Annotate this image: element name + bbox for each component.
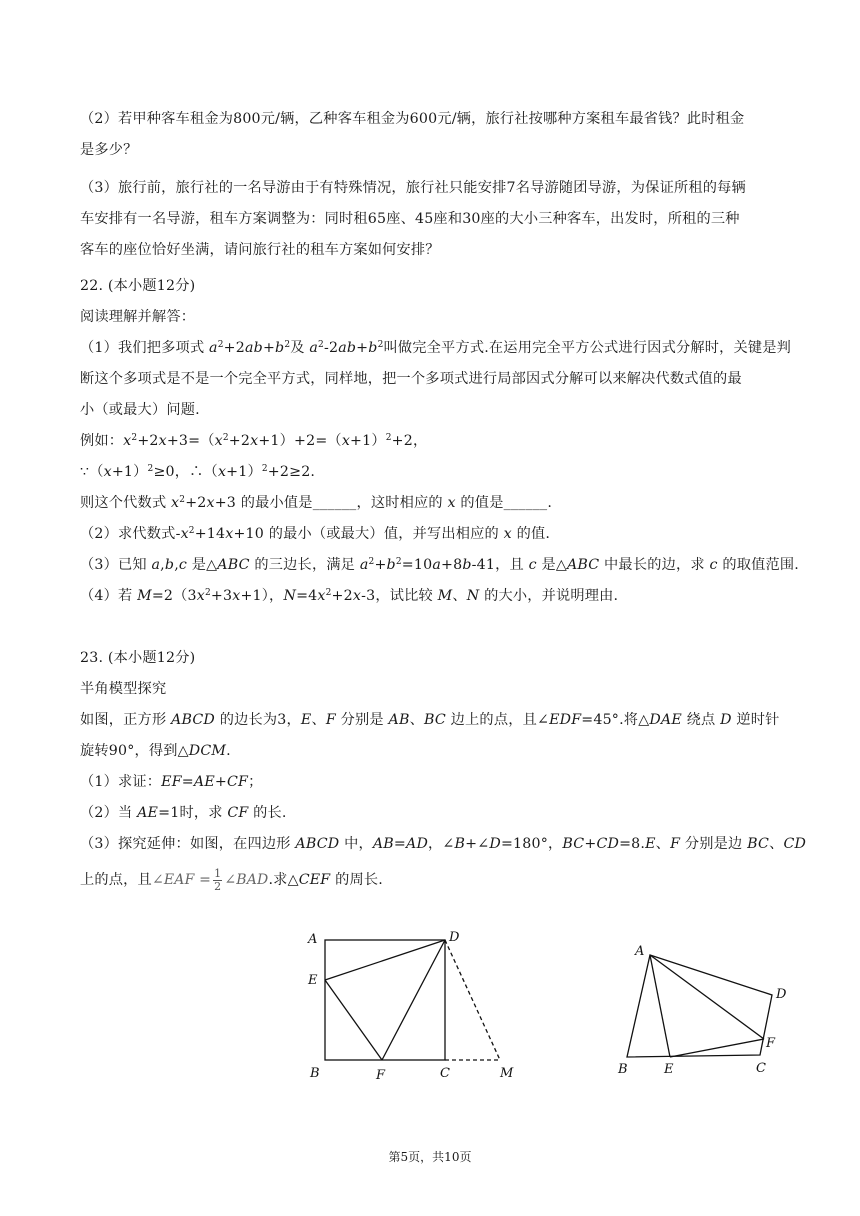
fig2-label-a: A [635, 944, 645, 959]
fig2-label-e: E [664, 1062, 674, 1077]
q22-header: 22. (本小题12分) [80, 278, 196, 294]
fig1-label-c: C [440, 1066, 450, 1081]
fig1-label-a: A [308, 932, 318, 947]
q22-part3: （3）已知 a,b,c 是△ABC 的三边长，满足 $a^2+b^2=10a+8b-41$，且 c 是△ABC 中最长的边，求 c 的取值范围. [80, 557, 800, 573]
fig1-label-b: B [310, 1066, 320, 1081]
q22-example: 例如：$x^2+2x+3=(x^2+2x+1)+2=(x+1)^2+2$， [80, 433, 428, 449]
fig2-label-d: D [776, 987, 787, 1002]
q22-part2: （2）求代数式$-x^2+14x+10$ 的最小（或最大）值，并写出相应的 x 的值. [80, 526, 551, 542]
q23-part1: （1）求证：EF=AE+CF； [80, 774, 263, 790]
q23-header: 23. (本小题12分) [80, 650, 196, 666]
figure-quadrilateral-abcd [610, 935, 800, 1085]
q21-part3-line3: 客车的座位恰好坐满，请问旅行社的租车方案如何安排？ [80, 242, 440, 258]
fig1-label-d: D [449, 930, 460, 945]
q23-title: 半角模型探究 [80, 681, 167, 697]
q21-part3 [80, 173, 780, 266]
q23-intro-line1: 如图，正方形 ABCD 的边长为3，E、F 分别是 AB、BC 边上的点，且∠EDF=45°.将△DAE 绕点 D 逆时针 [80, 712, 780, 728]
q22-part1-line2: 断这个多项式是不是一个完全平方式，同样地，把一个多项式进行局部因式分解可以来解决代数式值的最 [80, 371, 742, 387]
q22-blanks: 则这个代数式 $x^2+2x+3$ 的最小值是______，这时相应的 x 的值是______. [80, 495, 553, 511]
q22-intro: 阅读理解并解答： [80, 309, 196, 325]
q23-part3-line2: 上的点，且∠EAF = $\frac{1}{2}$ ∠BAD.求△CEF 的周长. [80, 866, 383, 893]
q23-intro-line2: 旋转90°，得到△DCM. [80, 743, 231, 759]
q21-part3-line2: 车安排有一名导游，租车方案调整为：同时租65座、45座和30座的大小三种客车，出发时，所租的三种 [80, 211, 740, 227]
q21-part2-line2: 是多少？ [80, 142, 138, 158]
q21-part3-line1: （3）旅行前，旅行社的一名导游由于有特殊情况，旅行社只能安排7名导游随团导游，为保证所租的每辆 [80, 180, 746, 196]
page-footer: 第5页，共10页 [388, 1150, 472, 1164]
q22-part1-line1: （1）我们把多项式 $a^2+2ab+b^2$及 $a^2-2ab+b^2$叫做完全平方式.在运用完全平方公式进行因式分解时，关键是判 [80, 340, 792, 356]
fig1-label-m: M [500, 1066, 514, 1081]
figure-square-abcd [300, 925, 530, 1085]
fig1-label-e: E [308, 973, 318, 988]
fig2-label-c: C [756, 1061, 766, 1076]
q21-part2-line1: （2）若甲种客车租金为800元/辆，乙种客车租金为600元/辆，旅行社按哪种方案租车最省钱？此时租金 [80, 111, 745, 127]
q21-part2 [80, 104, 780, 166]
q22-part1-line3: 小（或最大）问题. [80, 402, 200, 418]
fig2-label-f: F [766, 1036, 776, 1051]
fig1-label-f: F [376, 1068, 386, 1083]
q22-block [80, 271, 800, 612]
q22-part4: （4）若 $M=2(3x^2+3x+1)$，$N=4x^2+2x-3$，试比较 M、N 的大小，并说明理由. [80, 588, 619, 604]
q23-block [80, 643, 807, 900]
fig2-label-b: B [618, 1062, 628, 1077]
q22-example-inequality: $\because(x+1)^2\ge 0$，$\therefore(x+1)^2+2\ge 2$. [80, 464, 316, 480]
q23-part3-line1: （3）探究延伸：如图，在四边形 ABCD 中，AB=AD，∠B+∠D=180°，BC+CD=8.E、F 分别是边 BC、CD [80, 836, 807, 852]
q23-part2: （2）当 AE=1时，求 CF 的长. [80, 805, 287, 821]
